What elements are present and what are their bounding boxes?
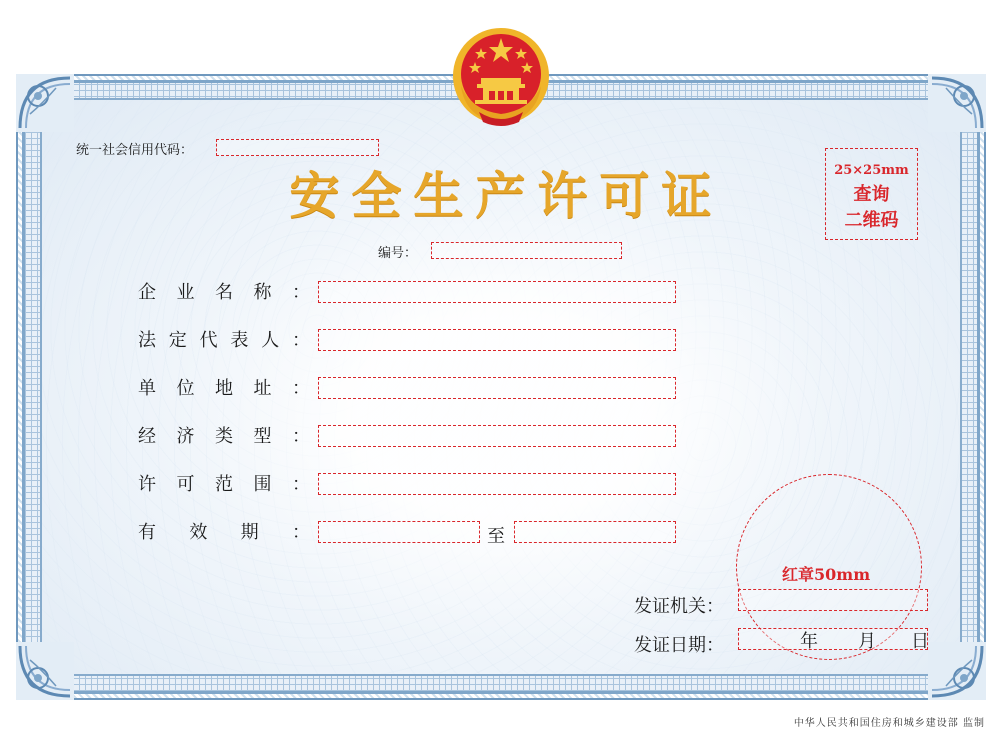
credit-code-field[interactable] [216,139,379,156]
qr-code-label: 二维码 [844,210,899,231]
qr-size-label: 25×25mm [834,163,909,178]
national-emblem-icon [451,26,551,130]
certificate-number-field[interactable] [431,242,622,259]
issuing-authority-field[interactable] [738,589,928,611]
license-scope-label: 许 可 范 围 ： [138,474,310,495]
credit-code-label: 统一社会信用代码： [76,143,194,158]
corner-ornament-icon [928,642,986,700]
corner-ornament-icon [16,642,74,700]
legal-representative-label: 法 定 代 表 人 ： [138,330,310,351]
license-scope-field[interactable] [318,473,676,495]
issue-date-month-unit: 月 [858,631,876,652]
certificate-number-label: 编号： [378,246,418,261]
seal-placeholder-label: 红章50mm [782,565,871,584]
issue-date-label: 发证日期： [634,635,724,656]
legal-representative-field[interactable] [318,329,676,351]
validity-to-label: 至 [487,526,505,547]
certificate-title: 安全生产许可证 [289,167,724,225]
supervisor-footer: 中华人民共和国住房和城乡建设部 监制 [793,718,985,729]
qr-code-placeholder [825,148,918,240]
corner-ornament-icon [16,74,74,132]
issue-date-day-unit: 日 [911,631,929,652]
issue-date-field[interactable] [738,628,928,650]
validity-start-field[interactable] [318,521,480,543]
issue-date-year-unit: 年 [800,631,818,652]
corner-ornament-icon [928,74,986,132]
enterprise-name-label: 企 业 名 称 ： [138,282,310,303]
address-label: 单 位 地 址 ： [138,378,310,399]
qr-query-label: 查询 [853,184,890,205]
economic-type-label: 经 济 类 型 ： [138,426,310,447]
enterprise-name-field[interactable] [318,281,676,303]
validity-label: 有 效 期 ： [138,522,310,543]
issuing-authority-label: 发证机关： [634,596,724,617]
address-field[interactable] [318,377,676,399]
economic-type-field[interactable] [318,425,676,447]
validity-end-field[interactable] [514,521,676,543]
